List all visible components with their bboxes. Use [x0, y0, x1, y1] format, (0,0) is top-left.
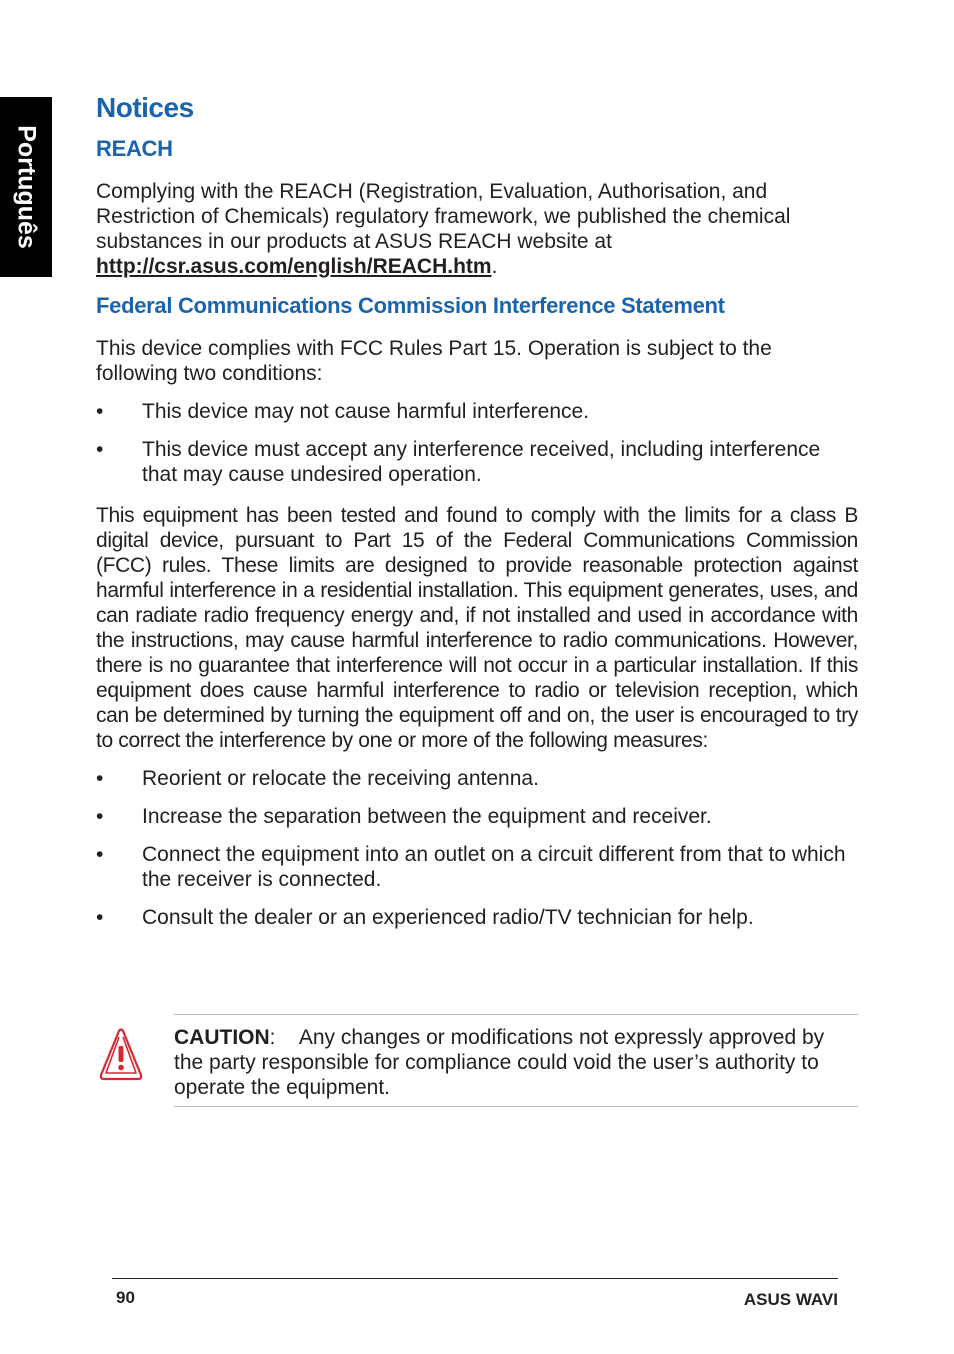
fcc-body: This equipment has been tested and found to comply with the limits for a class B digital device, pursuant to Part 15 of the Federal Communications Commission (FCC) rules. These limits are designed to provide reasonable protection against harmful interference in a residential installation. This equipment generates, uses, and can radiate radio frequency energy and, if not installed and used in accordance with the instructions, may cause harmful interference to radio communications. However, there is no guarantee that interference will not occur in a particular installation. If this equipment does cause harmful interference to radio or television reception, which can be determined by turning the equipment off and on, the user is encouraged to try to correct the interference by one or more of the following measures: — [96, 504, 858, 752]
reach-link[interactable]: http://csr.asus.com/english/REACH.htm — [96, 255, 492, 278]
caution-box — [174, 1014, 858, 1107]
list-item-text: This device may not cause harmful interference. — [142, 400, 590, 423]
page-title: Notices — [96, 92, 194, 123]
reach-heading: REACH — [96, 136, 173, 161]
bullet: • — [96, 843, 104, 866]
footer-divider — [112, 1278, 838, 1279]
language-label: Português — [12, 125, 41, 249]
fcc-heading: Federal Communications Commission Interference Statement — [96, 293, 725, 318]
bullet: • — [96, 906, 104, 929]
page-number: 90 — [116, 1288, 135, 1307]
list-item-text: Consult the dealer or an experienced radio/TV technician for help. — [142, 906, 754, 929]
notices-section — [96, 92, 858, 930]
bullet: • — [96, 767, 104, 790]
product-name: ASUS WAVI — [743, 1290, 838, 1309]
bullet: • — [96, 400, 104, 423]
reach-period: . — [491, 255, 498, 278]
list-item-text: Reorient or relocate the receiving antenna. — [142, 767, 539, 790]
list-item — [96, 804, 858, 829]
list-item — [96, 437, 858, 487]
caution-separator: : — [269, 1026, 276, 1049]
list-item-text: This device must accept any interference received, including interference that may cause undesired operation. — [142, 438, 821, 486]
conditions-list — [96, 399, 858, 487]
list-item — [96, 905, 858, 930]
list-item — [96, 766, 858, 791]
measures-list — [96, 766, 858, 930]
list-item — [96, 399, 858, 424]
list-item-text: Connect the equipment into an outlet on a circuit different from that to which the receiver is connected. — [142, 843, 846, 891]
caution-label: CAUTION — [174, 1026, 270, 1049]
bullet: • — [96, 438, 104, 461]
bullet: • — [96, 805, 104, 828]
reach-text: Complying with the REACH (Registration, Evaluation, Authorisation, and Restriction of Chemicals) regulatory framework, we published the chemical substances in our products at ASUS REACH website at — [96, 180, 791, 253]
fcc-intro: This device complies with FCC Rules Part 15. Operation is subject to the following two conditions: — [96, 337, 772, 385]
list-item — [96, 842, 858, 892]
warning-icon — [98, 1028, 144, 1082]
language-side-tab — [0, 97, 52, 277]
list-item-text: Increase the separation between the equipment and receiver. — [142, 805, 712, 828]
caution-text: Any changes or modifications not expressly approved by the party responsible for compliance could void the user’s authority to operate the equipment. — [174, 1026, 825, 1099]
reach-paragraph — [96, 179, 858, 279]
